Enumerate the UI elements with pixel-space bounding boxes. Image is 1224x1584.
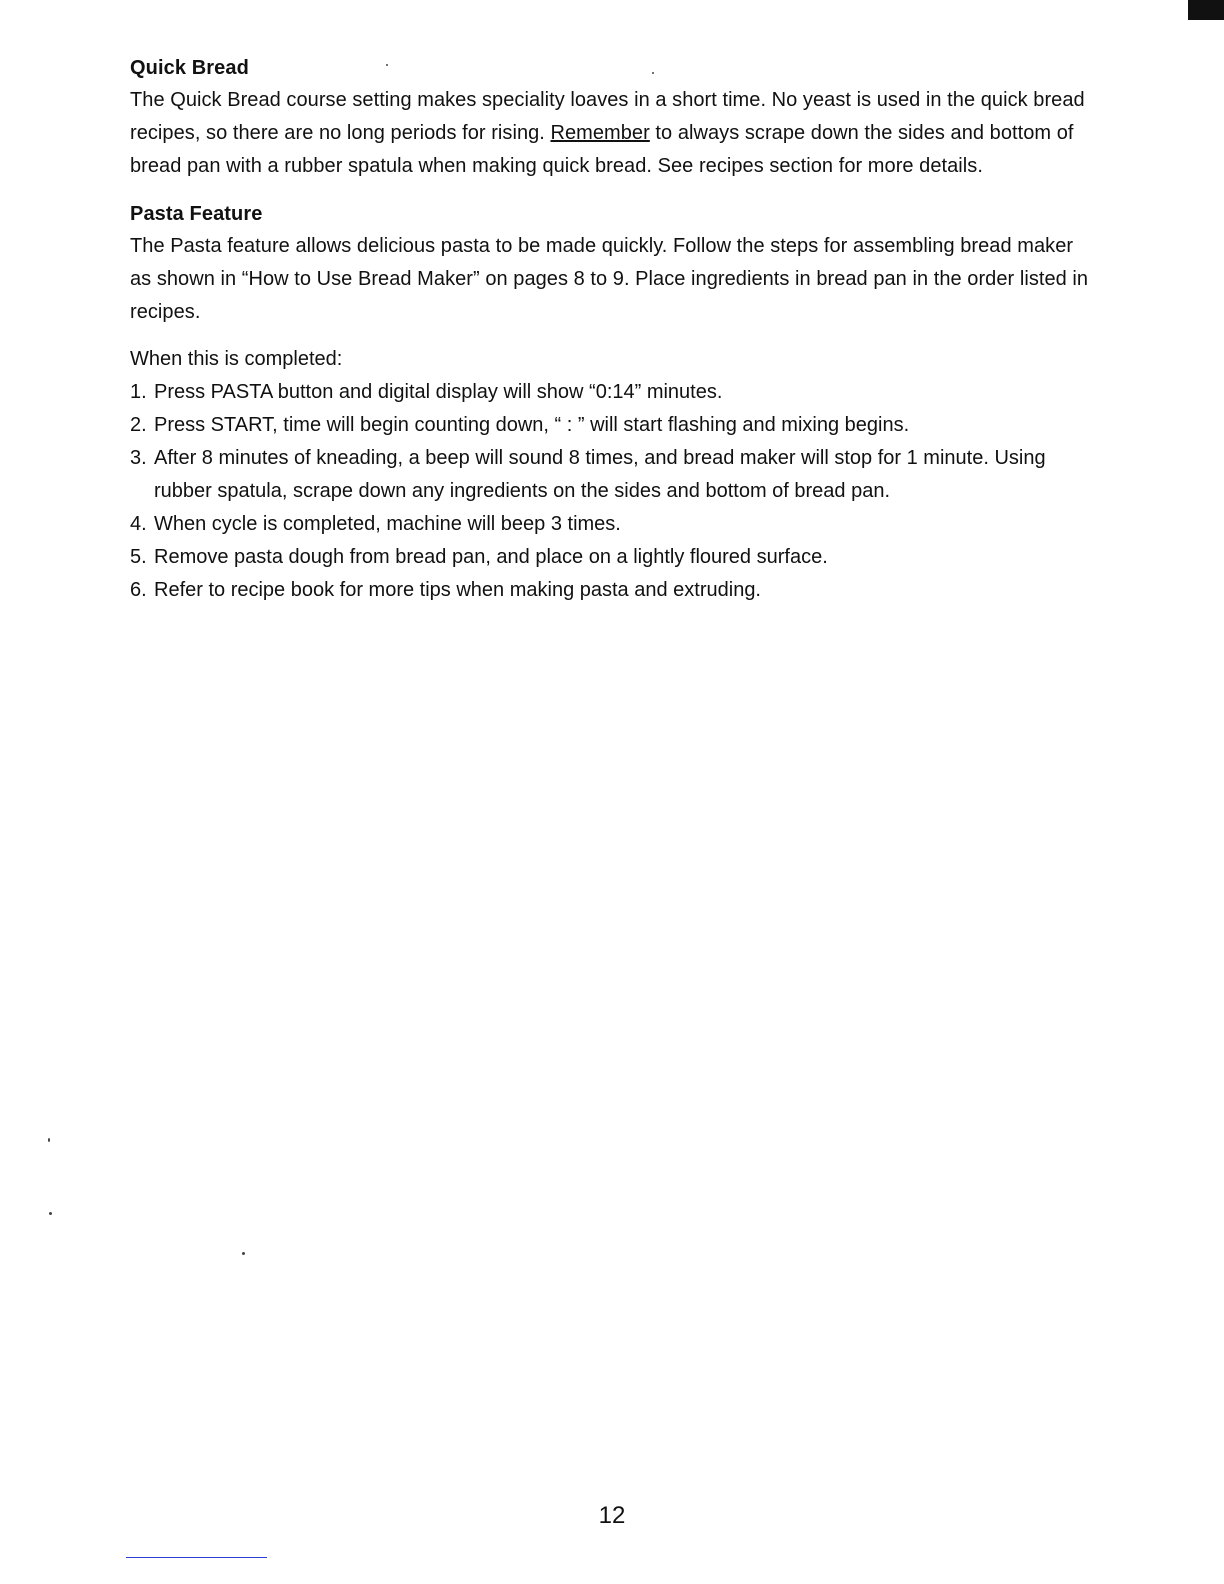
pasta-feature-heading: Pasta Feature (130, 203, 263, 225)
quick-bread-heading: Quick Bread (130, 57, 249, 79)
scan-corner-mark (1188, 0, 1224, 20)
scan-speck (386, 64, 388, 66)
page-number: 12 (598, 1502, 626, 1529)
remember-emphasis: Remember (550, 122, 650, 144)
step-text: When cycle is completed, machine will beep 3 times. (154, 513, 621, 535)
list-item (130, 541, 1090, 574)
pasta-feature-paragraph: The Pasta feature allows delicious pasta to be made quickly. Follow the steps for assembling bread maker as shown in “How to Use Bread Maker” on pages 8 to 9. Place ingredients in bread pan in the order listed in recipes. (130, 235, 1089, 323)
list-item (130, 508, 1090, 541)
scan-speck (652, 72, 654, 74)
scan-speck (49, 1212, 52, 1215)
step-number: 5. (130, 546, 147, 568)
list-item (130, 376, 1090, 409)
steps-intro: When this is completed: (130, 348, 343, 370)
page-content (130, 54, 1090, 607)
step-number: 3. (130, 447, 147, 469)
quick-bread-text-after: to always scrape down the sides and bottom of bread pan with a rubber spatula when making quick bread. See recipes section for more details. (130, 122, 1074, 177)
step-text: Refer to recipe book for more tips when making pasta and extruding. (154, 579, 761, 601)
scan-speck (48, 1138, 50, 1142)
footer-rule (126, 1557, 267, 1558)
section-spacer (130, 183, 1090, 200)
step-number: 2. (130, 414, 147, 436)
pasta-steps-list (130, 376, 1090, 607)
scan-speck (242, 1252, 245, 1255)
quick-bread-paragraph (130, 84, 1090, 183)
list-item (130, 442, 1090, 508)
list-item (130, 574, 1090, 607)
quick-bread-text-before: The Quick Bread course setting makes speciality loaves in a short time. No yeast is used in the quick bread recipes, so there are no long periods for rising. (130, 89, 1085, 144)
list-item (130, 409, 1090, 442)
step-number: 1. (130, 381, 147, 403)
quick-bread-section (130, 54, 1090, 183)
step-text: After 8 minutes of kneading, a beep will sound 8 times, and bread maker will stop for 1 minute. Using rubber spatula, scrape down any ingredients on the sides and bottom of bread pan. (154, 447, 1046, 502)
step-text: Press PASTA button and digital display will show “0:14” minutes. (154, 381, 723, 403)
pasta-feature-section (130, 200, 1090, 607)
step-number: 6. (130, 579, 147, 601)
step-text: Remove pasta dough from bread pan, and place on a lightly floured surface. (154, 546, 828, 568)
step-text: Press START, time will begin counting down, “ : ” will start flashing and mixing begins. (154, 414, 910, 436)
step-number: 4. (130, 513, 147, 535)
